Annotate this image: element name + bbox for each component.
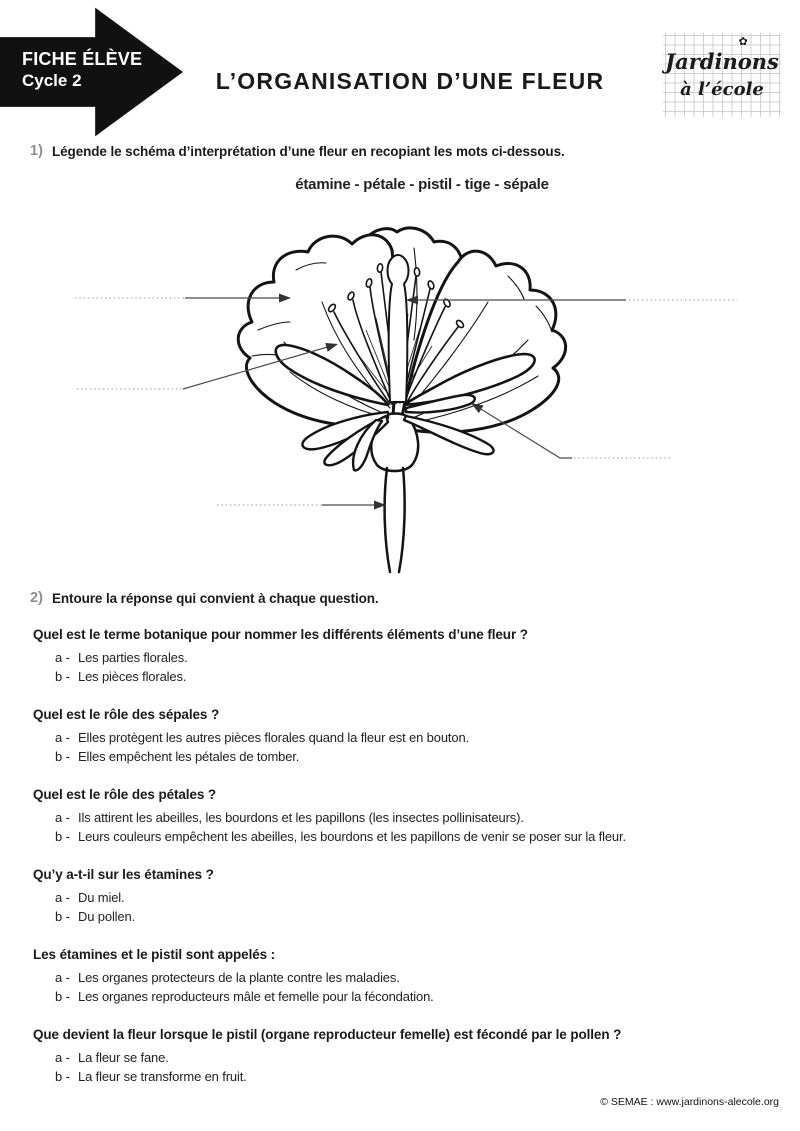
answer-option-a: [55, 810, 524, 825]
logo-jardinons-a-lecole: [663, 33, 781, 117]
question-text: Quel est le rôle des sépales ?: [33, 707, 220, 722]
label-line-stem: [217, 501, 386, 510]
flower-diagram: [60, 215, 750, 585]
exercise2-instruction: Entoure la réponse qui convient à chaque question.: [52, 591, 379, 606]
banner-line1: FICHE ÉLÈVE: [22, 49, 143, 69]
option-letter: a -: [55, 970, 70, 985]
stem: [385, 468, 405, 572]
option-letter: a -: [55, 890, 70, 905]
answer-option-a: [55, 970, 400, 985]
option-text: Les organes protecteurs de la plante contre les maladies.: [78, 970, 400, 985]
logo-line1: Jardinons: [665, 49, 779, 74]
option-letter: a -: [55, 810, 70, 825]
question-block-3: [0, 787, 800, 849]
answer-option-a: [55, 1050, 169, 1065]
option-letter: a -: [55, 1050, 70, 1065]
question-block-1: [0, 627, 800, 689]
option-letter: b -: [55, 909, 70, 924]
word-bank: étamine - pétale - pistil - tige - sépale: [295, 176, 549, 193]
option-text: Du pollen.: [78, 909, 136, 924]
option-text: Du miel.: [78, 890, 125, 905]
banner: [0, 5, 183, 139]
option-letter: a -: [55, 650, 70, 665]
option-text: Ils attirent les abeilles, les bourdons et les papillons (les insectes pollinisateurs).: [78, 810, 524, 825]
question-text: Qu’y a-t-il sur les étamines ?: [33, 867, 214, 882]
exercise2-number: 2): [30, 590, 43, 606]
option-text: Leurs couleurs empêchent les abeilles, les bourdons et les papillons de venir se poser sur la fleur.: [78, 829, 626, 844]
question-block-6: [0, 1027, 800, 1089]
pistil: [388, 255, 409, 402]
option-letter: b -: [55, 1069, 70, 1084]
question-text: Que devient la fleur lorsque le pistil (organe reproducteur femelle) est fécondé par le pollen ?: [33, 1027, 622, 1042]
option-text: La fleur se fane.: [78, 1050, 169, 1065]
question-block-4: [0, 867, 800, 929]
exercise1-number: 1): [30, 143, 43, 159]
answer-option-b: [55, 669, 186, 684]
option-letter: b -: [55, 989, 70, 1004]
answer-option-b: [55, 989, 434, 1004]
option-letter: a -: [55, 730, 70, 745]
question-block-2: [0, 707, 800, 769]
answer-option-a: [55, 730, 469, 745]
flower-icon: ✿: [738, 35, 748, 48]
answer-option-a: [55, 650, 188, 665]
question-text: Quel est le terme botanique pour nommer les différents éléments d’une fleur ?: [33, 627, 528, 642]
page-title: L’ORGANISATION D’UNE FLEUR: [215, 68, 605, 94]
option-text: Les pièces florales.: [78, 669, 187, 684]
option-letter: b -: [55, 829, 70, 844]
answer-option-a: [55, 890, 124, 905]
logo-line2: à l’école: [680, 79, 764, 100]
banner-line2: Cycle 2: [22, 71, 82, 90]
answer-option-b: [55, 909, 135, 924]
answer-option-b: [55, 1069, 247, 1084]
question-block-5: [0, 947, 800, 1009]
answer-option-b: [55, 749, 299, 764]
option-text: Les organes reproducteurs mâle et femelle pour la fécondation.: [78, 989, 434, 1004]
option-text: Elles protègent les autres pièces florales quand la fleur est en bouton.: [78, 730, 470, 745]
option-text: Elles empêchent les pétales de tomber.: [78, 749, 300, 764]
option-text: Les parties florales.: [78, 650, 188, 665]
option-text: La fleur se transforme en fruit.: [78, 1069, 247, 1084]
answer-option-b: [55, 829, 626, 844]
exercise1-instruction: Légende le schéma d’interprétation d’une fleur en recopiant les mots ci-dessous.: [52, 144, 565, 159]
option-letter: b -: [55, 669, 70, 684]
question-text: Les étamines et le pistil sont appelés :: [33, 947, 276, 962]
copyright-credit: © SEMAE : www.jardinons-alecole.org: [600, 1096, 779, 1108]
question-text: Quel est le rôle des pétales ?: [33, 787, 217, 802]
option-letter: b -: [55, 749, 70, 764]
